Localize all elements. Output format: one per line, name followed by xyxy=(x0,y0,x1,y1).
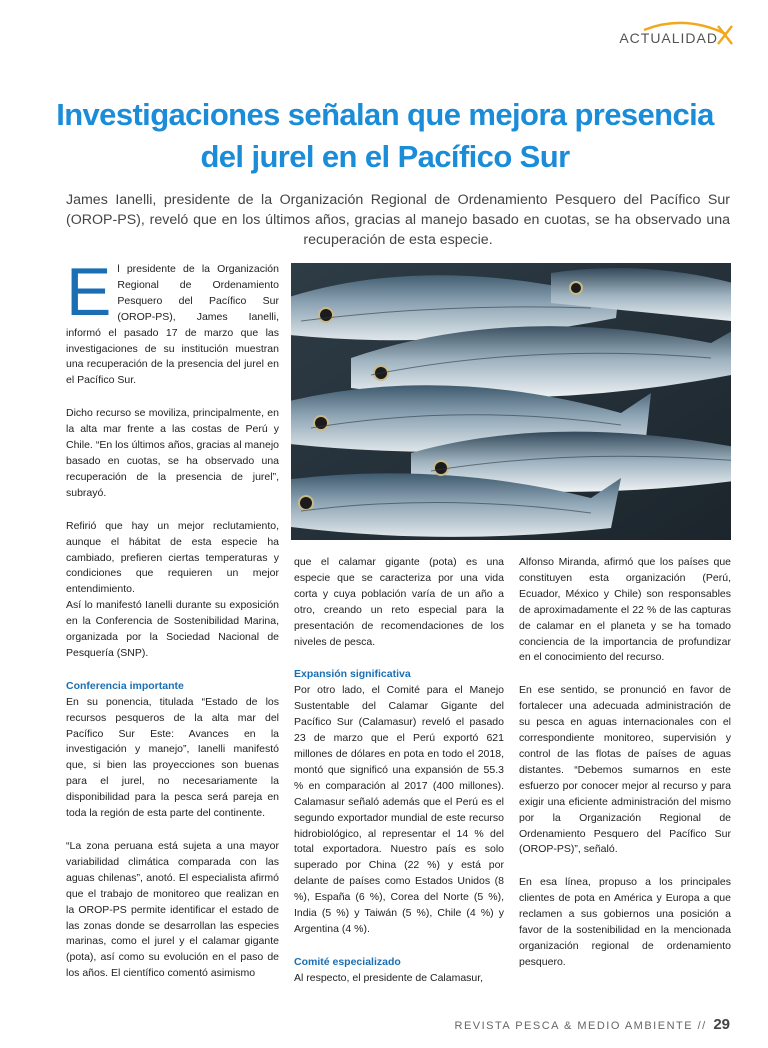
column-3 xyxy=(519,555,731,971)
subheading-comite: Comité especializado xyxy=(294,955,401,968)
title-line-1: Investigaciones señalan que mejora presencia xyxy=(56,97,714,132)
article-subtitle: James Ianelli, presidente de la Organización Regional de Ordenamiento Pesquero del Pacífico Sur (OROP-PS), reveló que en los últimos años, gracias al manejo basado en cuotas, se ha observado una recuperación de esta especie. xyxy=(66,192,730,248)
subheading-conferencia: Conferencia importante xyxy=(66,679,184,692)
magazine-name: REVISTA PESCA & MEDIO AMBIENTE // xyxy=(454,1020,707,1032)
fish-image xyxy=(291,263,731,540)
column-1 xyxy=(66,254,279,982)
section-tag: ACTUALIDAD xyxy=(619,30,718,46)
paragraph-4: Así lo manifestó Ianelli durante su exposición en la Conferencia de Sostenibilidad Marina, organizada por la Sociedad Nacional de Pesquería (SNP). xyxy=(66,599,279,659)
fish-photo xyxy=(291,263,731,540)
paragraph-5: En su ponencia, titulada “Estado de los recursos pesqueros de la alta mar del Pacífico Sur Este: Avances en la investigación y manejo”, Ianelli manifestó que, si bien las proyecciones son buenas para el jurel, no necesariamente la disponibilidad para la pesca será pareja en toda la región de esta parte del continente. xyxy=(66,695,279,820)
paragraph-10: Alfonso Miranda, afirmó que los países que constituyen esta organización (Perú, Ecuador, México y Chile) son responsables de aproximadamente el 22 % de las capturas de calamar en el planeta y se ha tomado conciencia de la importancia de profundizar en el conocimiento del recurso. xyxy=(519,556,731,664)
paragraph-9: Al respecto, el presidente de Calamasur, xyxy=(294,971,484,984)
paragraph-3: Refirió que hay un mejor reclutamiento, aunque el hábitat de esta especie ha cambiado, prefieren ciertas temperaturas y condiciones que requieren un mejor entendimiento. xyxy=(66,519,279,596)
article-title xyxy=(40,94,730,178)
paragraph-12: En esa línea, propuso a los principales clientes de pota en América y Europa a que reclamen a sus gobiernos una posición a favor de la sostenibilidad en la mencionada organización regional de ordenamiento pesquero. xyxy=(519,876,731,968)
paragraph-1: El presidente de la Organización Regional de Ordenamiento Pesquero del Pacífico Sur (OROP-PS), James Ianelli, informó el pasado 17 de marzo que las investigaciones de su institución muestran una recuperación de la presencia del jurel en el Pacífico Sur. xyxy=(66,254,279,387)
column-2 xyxy=(294,555,504,987)
paragraph-7: que el calamar gigante (pota) es una especie que se caracteriza por una vida corta y cuya población varía de un año a otro, creando un reto especial para la presentación de recomendaciones de los niveles de pesca. xyxy=(294,556,504,648)
paragraph-8: Por otro lado, el Comité para el Manejo Sustentable del Calamar Gigante del Pacífico Sur (Calamasur) reveló el pasado 23 de marzo que el Perú exportó 621 millones de dólares en pota en todo el 2018, montó que significó una expansión de 55.3 % en comparación al 2017 (400 millones). Calamasur señaló además que el Perú es el segundo exportador mundial de este recurso hidrobiológico, al representar el 14 % del total exportadora. Nuestro país es solo superado por China (22 %) y está por delante de países como Estados Unidos (8 %), España (6 %), Corea del Norte (5 %), India (5 %) y Taiwán (5 %), Chile (4 %) y Argentina (4 %). xyxy=(294,684,504,935)
subheading-expansion: Expansión significativa xyxy=(294,668,411,681)
paragraph-2: Dicho recurso se moviliza, principalmente, en la alta mar frente a las costas de Perú y Chile. “En los últimos años, gracias al manejo basado en cuotas, se ha observado una recuperación de la presencia de jurel”, subrayó. xyxy=(66,407,279,499)
page-footer xyxy=(455,1016,731,1033)
drop-cap: E xyxy=(66,254,112,330)
title-line-2: del jurel en el Pacífico Sur xyxy=(200,139,570,174)
page-number: 29 xyxy=(713,1016,730,1033)
paragraph-11: En ese sentido, se pronunció en favor de fortalecer una adecuada administración de su pesca en aguas internacionales con el correspondiente monitoreo, supervisión y control de las flotas de países de aguas distantes. “Debemos sumarnos en este esfuerzo por conocer mejor al recurso y para exigir una eficiente administración del mismo por la Organización Regional de Ordenamiento Pesquero del Pacífico Sur (OROP-PS)”, señaló. xyxy=(519,684,731,856)
paragraph-6: “La zona peruana está sujeta a una mayor variabilidad climática comparada con las aguas chilenas”, anotó. El especialista afirmó que el trabajo de monitoreo que realizan en la OROP-PS permite identificar el estado de las zonas donde se desarrollan las especies marinas, como el jurel y el calamar gigante (pota), así como su evolución en el paso de los años. El científico comentó asimismo xyxy=(66,840,279,980)
